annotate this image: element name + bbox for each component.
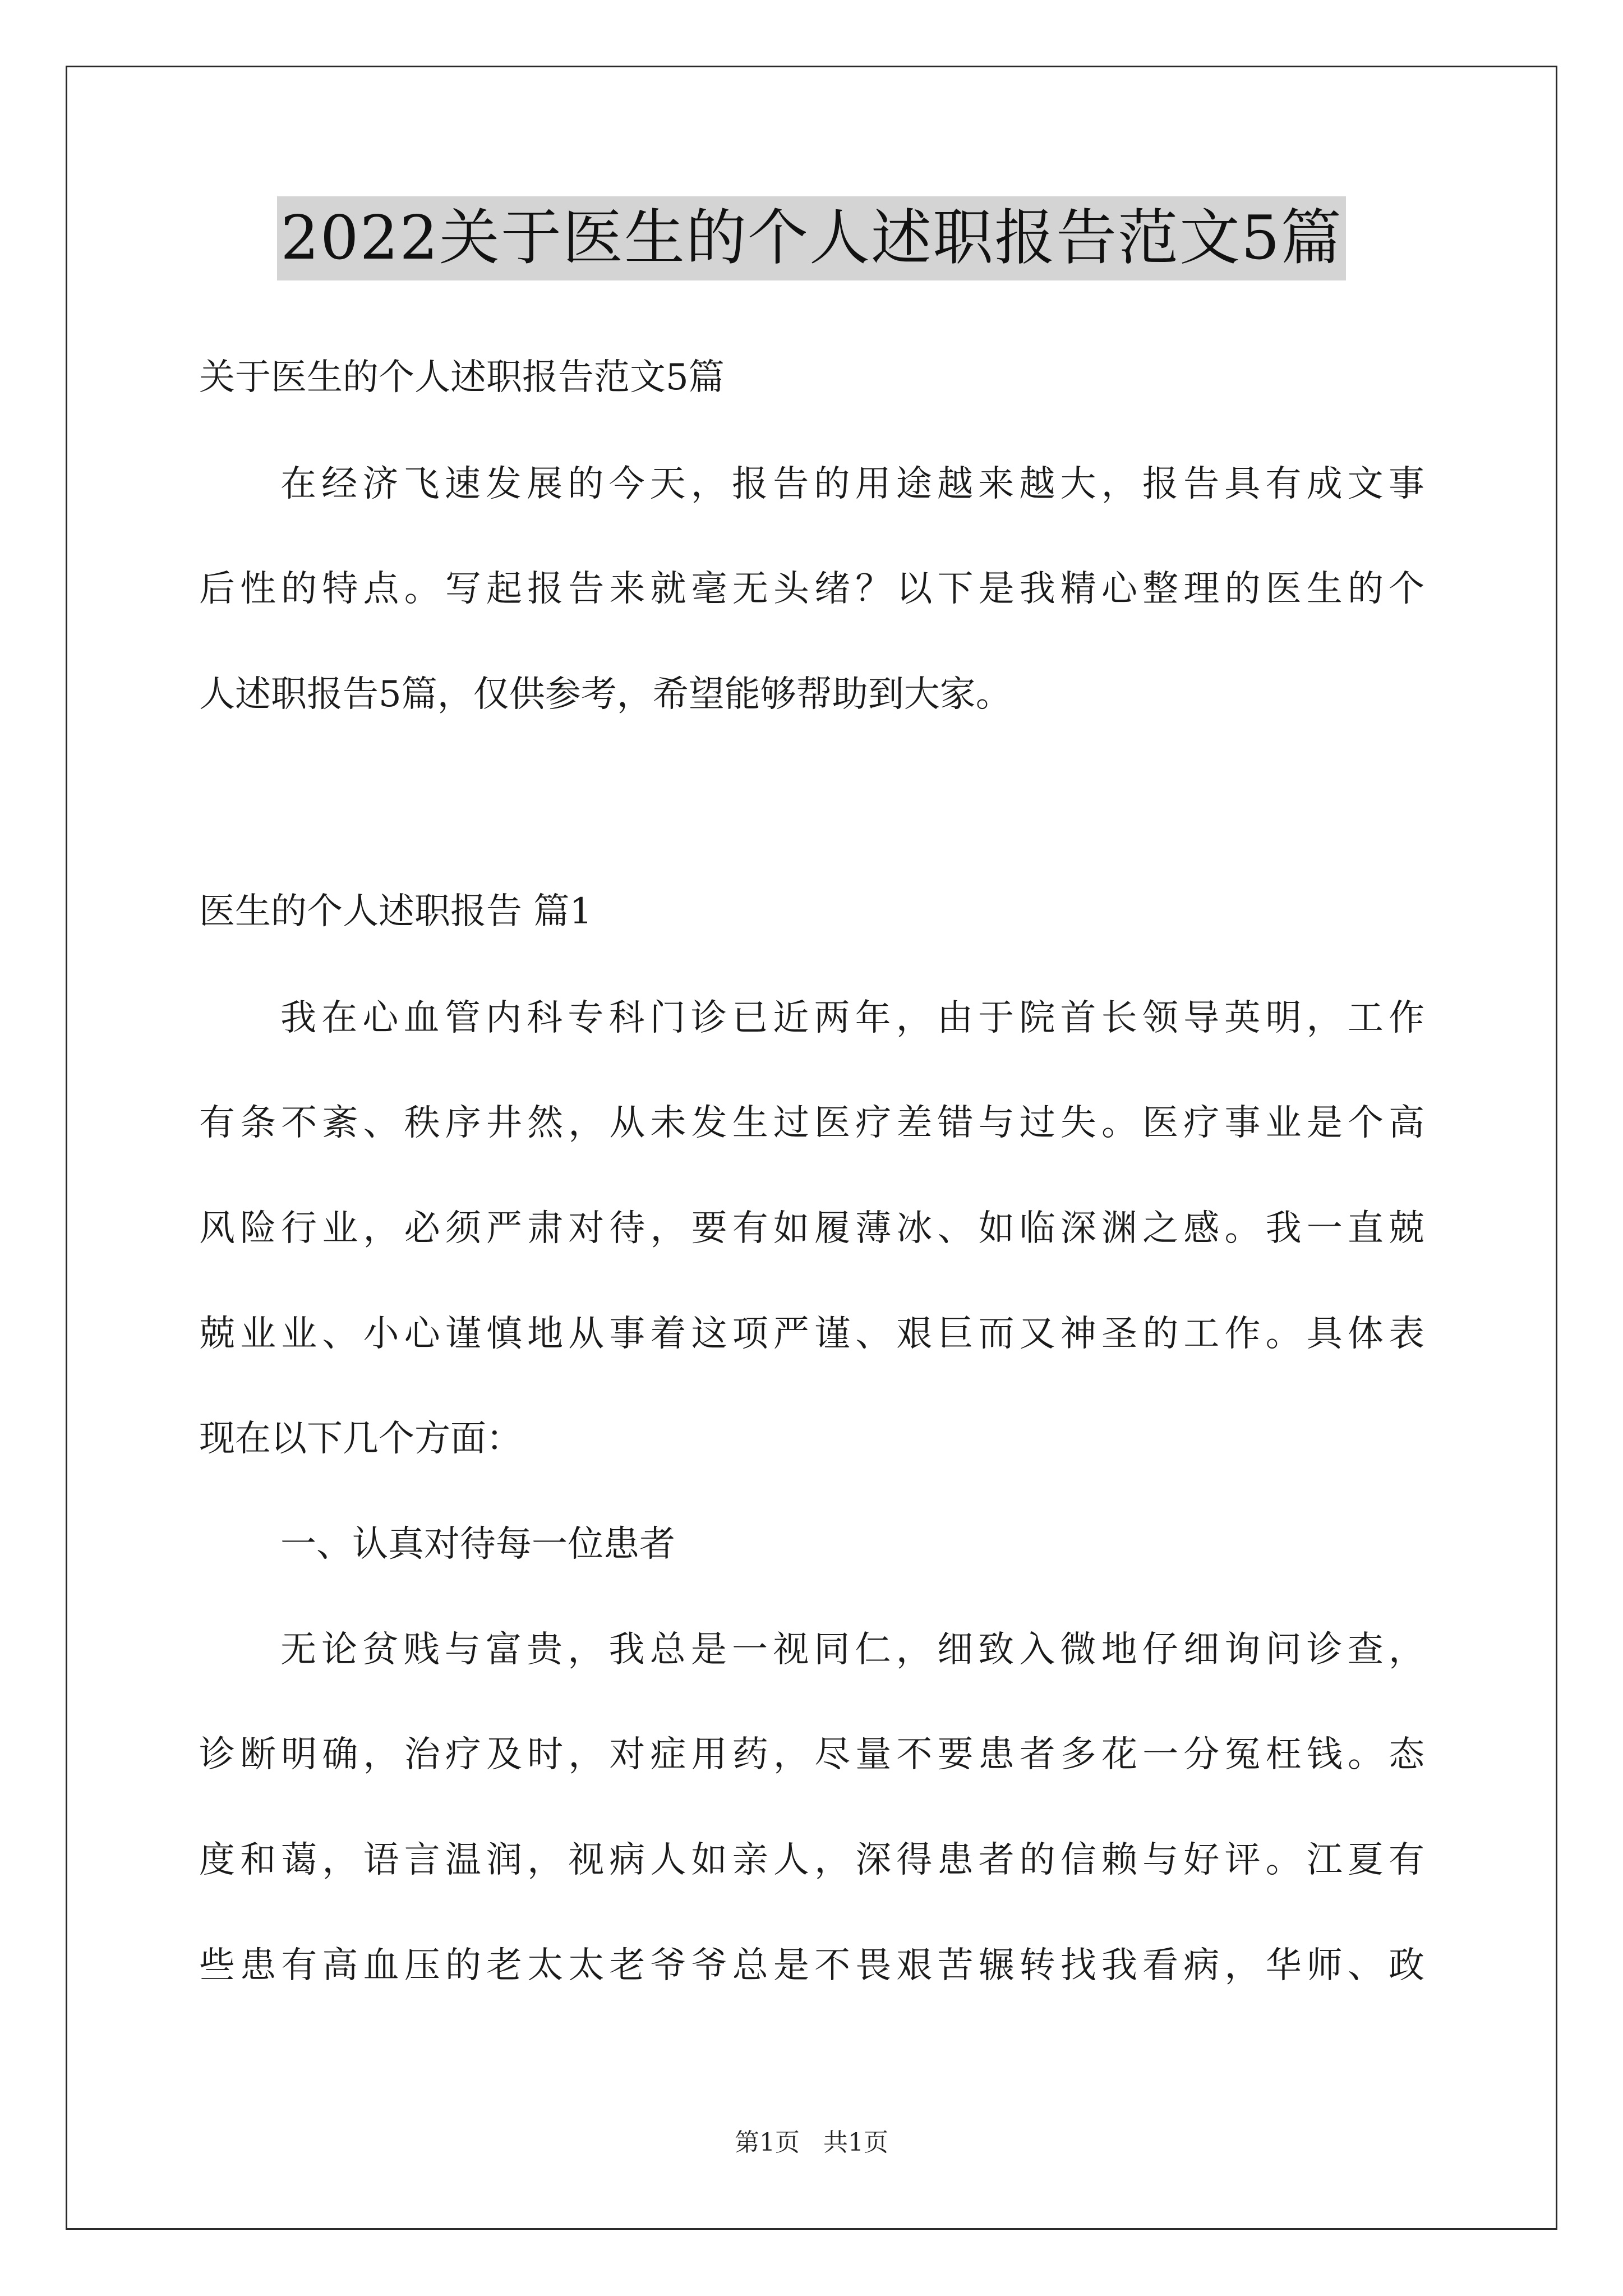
paragraph-line: 兢业业、小心谨慎地从事着这项严谨、艰巨而又神圣的工作。具体表	[199, 1313, 1424, 1355]
paragraph-line: 无论贫贱与富贵，我总是一视同仁，细致入微地仔细询问诊查，	[280, 1629, 1424, 1671]
page-footer: 第1页 共1页	[735, 2128, 888, 2157]
section-heading: 医生的个人述职报告 篇1	[199, 891, 593, 932]
paragraph-line: 我在心血管内科专科门诊已近两年，由于院首长领导英明，工作	[280, 997, 1424, 1039]
paragraph-line: 现在以下几个方面：	[199, 1418, 522, 1460]
paragraph-line: 些患有高血压的老太太老爷爷总是不畏艰苦辗转找我看病，华师、政	[199, 1945, 1424, 1986]
document-title-container	[0, 196, 1623, 280]
paragraph-line: 诊断明确，治疗及时，对症用药，尽量不要患者多花一分冤枉钱。态	[199, 1734, 1424, 1775]
subtitle-line: 关于医生的个人述职报告范文5篇	[199, 357, 725, 398]
paragraph-line: 人述职报告5篇，仅供参考，希望能够帮助到大家。	[199, 674, 1012, 715]
subheading-line: 一、认真对待每一位患者	[280, 1524, 675, 1565]
paragraph-line: 度和蔼，语言温润，视病人如亲人，深得患者的信赖与好评。江夏有	[199, 1839, 1424, 1881]
document-title: 2022关于医生的个人述职报告范文5篇	[277, 196, 1346, 280]
paragraph-line: 风险行业，必须严肃对待，要有如履薄冰、如临深渊之感。我一直兢	[199, 1208, 1424, 1249]
paragraph-line: 有条不紊、秩序井然，从未发生过医疗差错与过失。医疗事业是个高	[199, 1102, 1424, 1144]
paragraph-line: 在经济飞速发展的今天，报告的用途越来越大，报告具有成文事	[280, 463, 1424, 505]
paragraph-line: 后性的特点。写起报告来就毫无头绪？以下是我精心整理的医生的个	[199, 568, 1424, 610]
